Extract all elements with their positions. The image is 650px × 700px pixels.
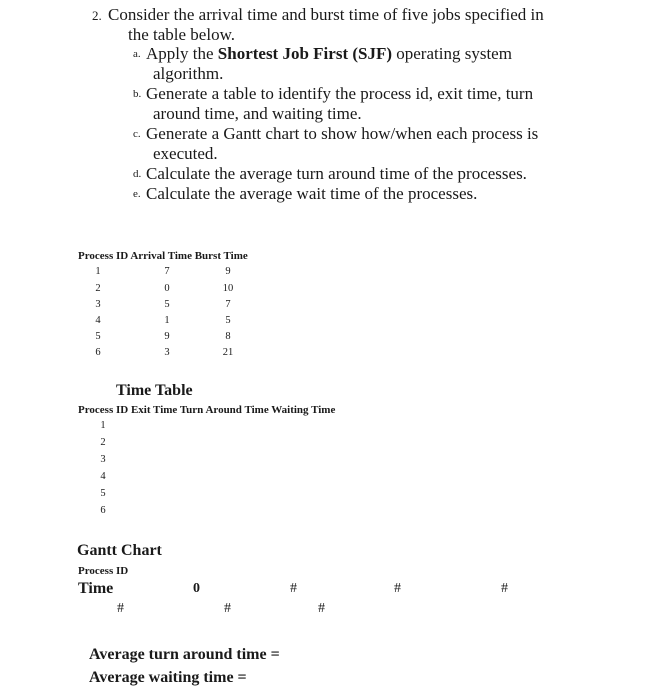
gantt-time-hash: #: [318, 601, 325, 616]
gantt-time-label: Time: [78, 580, 114, 597]
time-table-pid: 5: [100, 488, 106, 499]
table-cell-arrival: 9: [164, 331, 170, 342]
time-table-pid: 4: [100, 471, 106, 482]
item-a-letter: a.: [133, 48, 141, 60]
item-c-line2: executed.: [153, 144, 218, 163]
gantt-time-hash: #: [501, 581, 508, 596]
question-number: 2.: [92, 8, 102, 23]
time-table-header: Process ID Exit Time Turn Around Time Waiting Time: [78, 404, 336, 416]
table-cell-arrival: 7: [164, 266, 170, 277]
gantt-time-hash: #: [117, 601, 124, 616]
item-a-line1: Apply the Shortest Job First (SJF) operating system: [146, 44, 512, 63]
time-table-pid: 1: [100, 420, 106, 431]
time-table-pid: 2: [100, 437, 106, 448]
item-b-letter: b.: [133, 88, 142, 100]
time-table-title: Time Table: [116, 382, 193, 399]
gantt-time-hash: #: [224, 601, 231, 616]
table-cell-burst: 8: [225, 331, 231, 342]
table-cell-burst: 21: [222, 347, 234, 358]
avg-waiting-label: Average waiting time =: [89, 669, 247, 686]
gantt-process-label: Process ID: [78, 565, 129, 577]
item-e-line1: Calculate the average wait time of the processes.: [146, 184, 478, 203]
item-b-line1: Generate a table to identify the process id, exit time, turn: [146, 84, 534, 103]
table-cell-pid: 5: [95, 331, 101, 342]
gantt-time-hash: #: [290, 581, 297, 596]
table-cell-arrival: 1: [164, 315, 170, 326]
table-cell-pid: 1: [95, 266, 101, 277]
item-d-letter: d.: [133, 168, 142, 180]
item-b-line2: around time, and waiting time.: [153, 104, 362, 123]
question-intro-line2: the table below.: [128, 25, 235, 44]
item-d-line1: Calculate the average turn around time of the processes.: [146, 164, 527, 183]
item-a-line2: algorithm.: [153, 64, 224, 83]
sjf-bold-text: Shortest Job First (SJF): [217, 44, 393, 63]
question-intro-line1: Consider the arrival time and burst time of five jobs specified in: [108, 5, 544, 24]
table-cell-pid: 3: [95, 299, 101, 310]
gantt-time-hash: #: [394, 581, 401, 596]
table-cell-pid: 6: [95, 347, 101, 358]
table-cell-burst: 9: [225, 266, 231, 277]
gantt-time-zero: 0: [193, 581, 200, 596]
table-cell-arrival: 3: [164, 347, 170, 358]
item-c-line1: Generate a Gantt chart to show how/when each process is: [146, 124, 539, 143]
item-c-letter: c.: [133, 128, 141, 140]
table-cell-burst: 5: [225, 315, 231, 326]
gantt-title: Gantt Chart: [77, 542, 162, 559]
item-e-letter: e.: [133, 188, 141, 200]
table-cell-pid: 4: [95, 315, 101, 326]
time-table-pid: 3: [100, 454, 106, 465]
input-table-header: Process ID Arrival Time Burst Time: [78, 250, 248, 262]
table-cell-arrival: 5: [164, 299, 170, 310]
table-cell-pid: 2: [95, 283, 101, 294]
table-cell-arrival: 0: [164, 283, 170, 294]
table-cell-burst: 7: [225, 299, 231, 310]
avg-turnaround-label: Average turn around time =: [89, 646, 280, 663]
table-cell-burst: 10: [222, 283, 234, 294]
time-table-pid: 6: [100, 505, 106, 516]
